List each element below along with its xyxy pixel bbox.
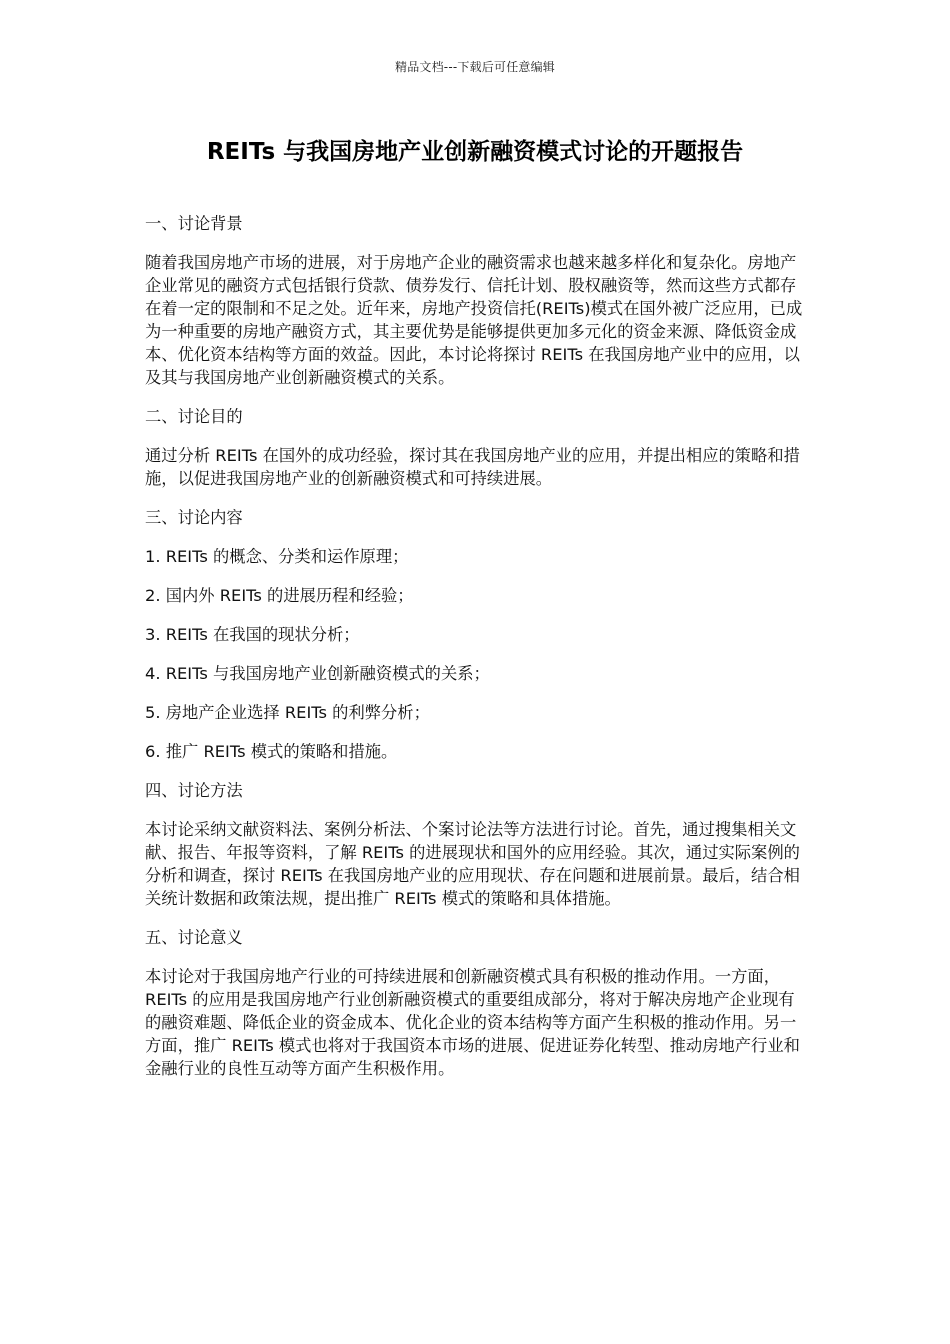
content-list-item: 2. 国内外 REITs 的进展历程和经验； [145,586,414,605]
content-list-item: 1. REITs 的概念、分类和运作原理； [145,547,409,566]
content-list-item: 3. REITs 在我国的现状分析； [145,625,360,644]
page-header-watermark: 精品文档---下载后可任意编辑 [395,60,555,74]
document-title: REITs 与我国房地产业创新融资模式讨论的开题报告 [206,139,744,165]
section-heading-content: 三、讨论内容 [145,508,243,527]
content-list-item: 6. 推广 REITs 模式的策略和措施。 [145,742,398,761]
section-heading-significance: 五、讨论意义 [145,928,243,947]
section-paragraph-method: 本讨论采纳文献资料法、案例分析法、个案讨论法等方法进行讨论。首先，通过搜集相关文献、报告、年报等资料，了解 REITs 的进展现状和国外的应用经验。其次，通过实际案例的分析和调查，探讨 REITs 在我国房地产业的应用现状、存在问题和进展前景。最后，结合相关统计数据和政策法规，提出推广 REITs 模式的策略和具体措施。 [145,820,800,908]
document-body [145,212,810,1096]
content-list-item: 5. 房地产企业选择 REITs 的利弊分析； [145,703,430,722]
content-list-item: 4. REITs 与我国房地产业创新融资模式的关系； [145,664,490,683]
section-heading-background: 一、讨论背景 [145,214,243,233]
section-heading-purpose: 二、讨论目的 [145,407,243,426]
section-paragraph-background: 随着我国房地产市场的进展，对于房地产企业的融资需求也越来越多样化和复杂化。房地产企业常见的融资方式包括银行贷款、债券发行、信托计划、股权融资等，然而这些方式都存在着一定的限制和不足之处。近年来，房地产投资信托(REITs)模式在国外被广泛应用，已成为一种重要的房地产融资方式，其主要优势是能够提供更加多元化的资金来源、降低资金成本、优化资本结构等方面的效益。因此，本讨论将探讨 REITs 在我国房地产业中的应用，以及其与我国房地产业创新融资模式的关系。 [145,253,803,387]
section-paragraph-purpose: 通过分析 REITs 在国外的成功经验，探讨其在我国房地产业的应用，并提出相应的策略和措施，以促进我国房地产业的创新融资模式和可持续进展。 [145,446,800,488]
section-paragraph-significance: 本讨论对于我国房地产行业的可持续进展和创新融资模式具有积极的推动作用。一方面，REITs 的应用是我国房地产行业创新融资模式的重要组成部分，将对于解决房地产企业现有的融资难题、降低企业的资金成本、优化企业的资本结构等方面产生积极的推动作用。另一方面，推广 REITs 模式也将对于我国资本市场的进展、促进证券化转型、推动房地产行业和金融行业的良性互动等方面产生积极作用。 [145,967,800,1078]
section-heading-method: 四、讨论方法 [145,781,243,800]
